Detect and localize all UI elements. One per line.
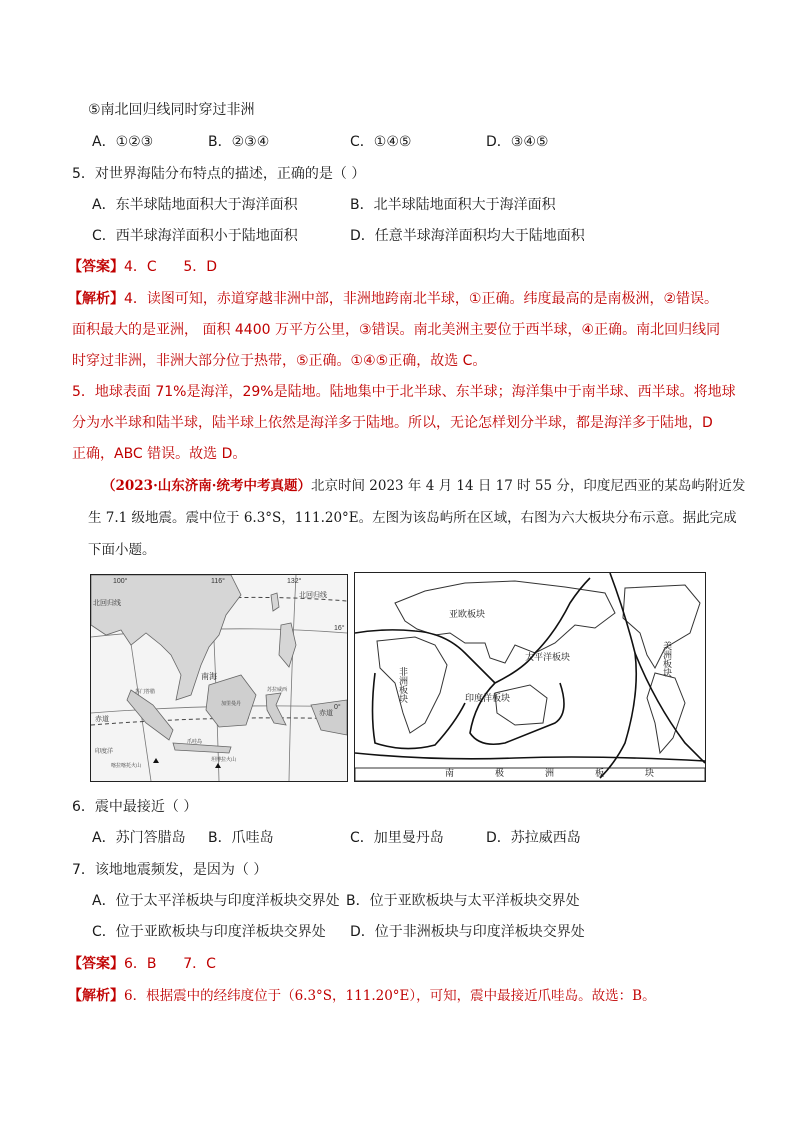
volcano-icon xyxy=(215,763,221,768)
q6-option-c: C．加里曼丹岛 xyxy=(350,830,444,846)
tropic-label: 北回归线 xyxy=(93,600,121,607)
island-label: 苏门答腊 xyxy=(135,689,156,695)
plate-label-pacific: 太平洋板块 xyxy=(525,652,571,662)
q4-option-c: C．①④⑤ xyxy=(350,134,412,150)
antarctic-char: 块 xyxy=(645,768,655,778)
q5-option-c: C．西半球海洋面积小于陆地面积 xyxy=(92,228,298,244)
answer-tag: 【答案】 xyxy=(68,956,124,972)
answer-block-1 xyxy=(68,257,217,277)
q6-option-a: A．苏门答腊岛 xyxy=(92,830,186,846)
tectonic-plates-map xyxy=(354,572,706,782)
material-line: 生 7.1 级地震。震中位于 6.3°S，111.20°E。左图为该岛屿所在区域，右图为六大板块分布示意。据此完成 xyxy=(88,510,737,526)
sea-label: 南海 xyxy=(201,672,217,681)
equator-label: 赤道 xyxy=(319,710,333,717)
volcano-label: 喀拉喀托火山 xyxy=(111,763,142,769)
q5-option-a: A．东半球陆地面积大于海洋面积 xyxy=(92,197,298,213)
analysis-line: 5．地球表面 71%是海洋，29%是陆地。陆地集中于北半球、东半球；海洋集中于南半球、西半球。将地球 xyxy=(72,384,736,400)
analysis-line: 4．读图可知，赤道穿越非洲中部，非洲地跨南北半球，①正确。纬度最高的是南极洲，②错误。 xyxy=(124,291,719,307)
answer-text: 4．C 5．D xyxy=(124,259,218,275)
q5-stem: 5．对世界海陆分布特点的描述，正确的是（ ） xyxy=(72,166,366,182)
analysis-text: 6．根据震中的经纬度位于（6.3°S，111.20°E），可知，震中最接近爪哇岛。故选：B。 xyxy=(124,988,656,1004)
q7-option-a: A．位于太平洋板块与印度洋板块交界处 xyxy=(92,893,340,909)
answer-block-2 xyxy=(68,954,216,974)
q4-option-a: A．①②③ xyxy=(92,134,154,150)
analysis-block-2 xyxy=(68,986,656,1006)
ocean-label: 印度洋 xyxy=(95,749,114,755)
plate-label-indian: 印度洋板块 xyxy=(465,693,511,703)
answer-text: 6．B 7．C xyxy=(124,956,216,972)
tropic-label: 北回归线 xyxy=(299,592,327,599)
q7-option-d: D．位于非洲板块与印度洋板块交界处 xyxy=(350,924,585,940)
svg-text:非洲板块: 非洲板块 xyxy=(398,667,408,703)
analysis-block-1 xyxy=(68,289,718,309)
plate-label-eurasian: 亚欧板块 xyxy=(449,609,486,619)
antarctic-char: 南 xyxy=(445,768,455,778)
antarctic-char: 极 xyxy=(495,768,505,778)
lon-label: 116° xyxy=(211,578,225,585)
equator-label: 赤道 xyxy=(95,716,109,723)
island-label: 苏拉威西 xyxy=(267,687,288,693)
lat-label: 0° xyxy=(334,704,341,711)
answer-tag: 【答案】 xyxy=(68,259,124,275)
q4-option-b: B．②③④ xyxy=(208,134,270,150)
island-label: 爪哇岛 xyxy=(187,739,203,745)
analysis-tag: 【解析】 xyxy=(68,988,124,1004)
q6-option-d: D．苏拉威西岛 xyxy=(486,830,581,846)
island-label: 加里曼丹 xyxy=(221,701,242,707)
volcano-icon xyxy=(153,758,159,763)
q7-stem: 7．该地地震频发，是因为（ ） xyxy=(72,862,268,878)
svg-text:美洲板块: 美洲板块 xyxy=(662,641,672,677)
southeast-asia-map xyxy=(90,574,348,782)
analysis-line: 分为水半球和陆半球，陆半球上依然是海洋多于陆地。所以，无论怎样划分半球，都是海洋多于陆地，D xyxy=(72,415,713,431)
plate-label-african xyxy=(398,666,408,704)
lon-label: 100° xyxy=(113,578,128,585)
plate-label-american xyxy=(662,640,672,678)
q6-stem: 6．震中最接近（ ） xyxy=(72,799,198,815)
q5-option-d: D．任意半球海洋面积均大于陆地面积 xyxy=(350,228,585,244)
material-line xyxy=(102,476,745,496)
volcano-label: 坦博拉火山 xyxy=(211,757,237,763)
analysis-line: 面积最大的是亚洲， 面积 4400 万平方公里，③错误。南北美洲主要位于西半球，④正确。南北回归线同 xyxy=(72,322,721,338)
material-line: 下面小题。 xyxy=(88,542,156,558)
q7-option-b: B．位于亚欧板块与太平洋板块交界处 xyxy=(346,893,580,909)
analysis-tag: 【解析】 xyxy=(68,291,124,307)
antarctic-char: 洲 xyxy=(545,768,555,778)
lat-label: 16° xyxy=(334,625,345,632)
lon-label: 132° xyxy=(287,578,302,585)
analysis-line: 时穿过非洲，非洲大部分位于热带，⑤正确。①④⑤正确，故选 C。 xyxy=(72,353,487,369)
analysis-line: 正确，ABC 错误。故选 D。 xyxy=(72,446,247,462)
q6-option-b: B．爪哇岛 xyxy=(208,830,274,846)
q5-option-b: B．北半球陆地面积大于海洋面积 xyxy=(350,197,556,213)
antarctic-char: 板 xyxy=(595,768,605,778)
source-label: （2023·山东济南·统考中考真题） xyxy=(102,478,311,494)
q4-option-d: D．③④⑤ xyxy=(486,134,549,150)
q4-item5: ⑤南北回归线同时穿过非洲 xyxy=(88,102,255,118)
material-text: 北京时间 2023 年 4 月 14 日 17 时 55 分，印度尼西亚的某岛屿附近发 xyxy=(310,478,746,494)
q7-option-c: C．位于亚欧板块与印度洋板块交界处 xyxy=(92,924,326,940)
